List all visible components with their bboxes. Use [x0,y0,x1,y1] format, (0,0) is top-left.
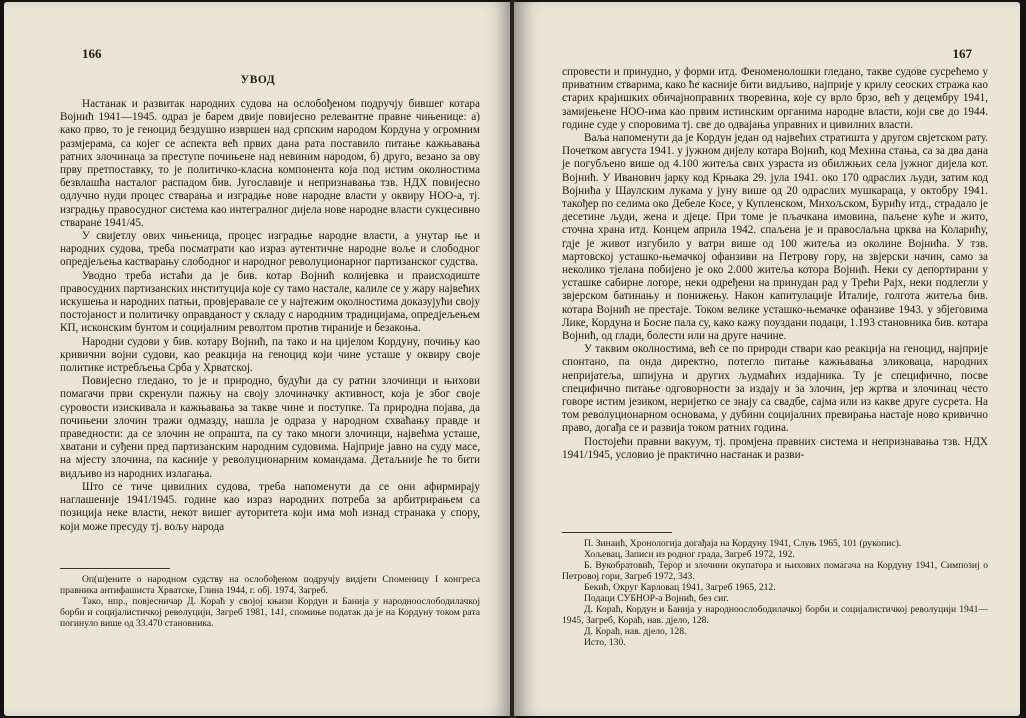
footnote-divider [60,568,170,569]
paragraph: спровести и принудно, у форми итд. Феноменолошки гледано, такве судове сусрећемо у приватним стварима, како ће касније бити видљиво, најприје у крилу сеоских стража као старих крајишких обичајноправних творевина, које су врло брзо, већ у децембру 1941, замијењене НОО-има као првим истинским органима народне власти, који све до 1944. године суде у споровима тј. све до одвајања управних и цивилних власти. [562,66,988,131]
footnote: Подаци СУБНОР-а Војнић, без сиг. [584,593,729,604]
body-text [562,66,988,462]
chapter-heading: УВОД [240,74,276,86]
footnote-divider [562,532,672,533]
body-text [60,98,480,534]
footnote: П. Зинаић, Хронологија догађаја на Кордуну 1941, Слуњ 1965, 101 (рукопис). [584,538,902,549]
paragraph: Народни судови у бив. котару Војнић, па тако и на цијелом Кордуну, почињу као кривични војни судови, као реакција на геноцид који чине усташе у оквиру своје политике истребљења Срба у Хрватској. [60,335,480,375]
paragraph: Уводно треба истаћи да је бив. котар Војнић колијевка и праисходиште правосудних партизанских институција које су тамо настале, калиле се у жару највећих искушења и народних патњи, провјеравале се у најтежим околностима доказујући своју постојаност и политичку оправданост у складу с народним традицијама, опредјељењем КП, исконским бунтом и социјалним револтом против тираније и безакоња. [60,269,480,335]
footnote: Исто, 130. [584,637,626,648]
footnote: Бекић, Округ Карловац 1941, Загреб 1965, 212. [584,582,776,593]
page-number: 167 [952,46,972,61]
footnote: Д. Кораћ, нав. дјело, 128. [584,626,687,637]
paragraph: Постојећи правни вакуум, тј. промјена правних система и непризнавања тзв. НДХ 1941/1945, условио је практично настанак и разви- [562,435,988,461]
right-page [514,2,1020,716]
paragraph: Ваља напоменути да је Кордун један од највећих стратишта у другом свјетском рату. Почетком августа 1941. у јужном дијелу котара Војнић, код Мехина стања, са за два дана је погубљено више од 4.100 житеља свих узраста из обилжњих села јужног дијела кот. Војнић. У Иванович јарку код Крњака 29. јула 1941. око 170 одраслих људи, затим код Војнића у Шаулским лукама у јуну више од 20 одраслих мушкараца, у октобру 1941. такођер по селима око Дебеле Косе, у Купленском, Михољском, Бурићу итд., страдало је десетине људи, жена и дјеце. При томе је пљачкана имовина, паљене куће и жито, сточна храна итд. Концем априла 1942. спаљена је и правослаљна црква на Коларићу, гдје је живот изгубило у ватри више од 100 житеља из околине Војнића. У тзв. мартовској усташко-њемачкој офанзиви на Петрову гору, на звјерски начин, само за неколико тјелана побијено је око 2.000 житеља котора Војнић. Неки су депортирани у усташке сабирне логоре, неки одређени на принудан рад у Трећи Рајх, неки подлегли у звјерском батинању и понижењу. Након капитулације Италије, голгота житеља бив. котара Војнић не престаје. Током велике усташко-њемачке офанзиве 1943. у збјеговима Лике, Кордуна и Босне пала су, како кажу поуздани подаци, 1.193 становника бив. котара Војнић, од глади, болести или на друге начине. [562,132,988,343]
paragraph: Што се тиче цивилних судова, треба напоменути да се они афирмирају наглашеније 1941/1945. године као израз народних потреба за арбитрирањем са позиција неке власти, некот вишег ауторитета који има моћ изнад странака у спору, који може пресуду тј. вољу народа [60,480,480,533]
paragraph: Повијесно гледано, то је и природно, будући да су ратни злочинци и њихови помагачи први скренули пажњу на своју злочиначку активност, која је због своје суровости изискивала и кажњавања за такве чине и поступке. Та природна појава, да почињени злочин тражи одмазду, нашла је одраза у народном схваћању правде и праведности: да се злочин не опрашта, па су тако многи злочинци, највећма усташе, хватани и суђени пред партизанским народним судовима. Најприје јавно на суду масе, на мјесту злочина, па касније у револуционарним командама. Детаљније ће то бити видљиво из народних излагања. [60,375,480,480]
page-number: 166 [82,46,102,61]
footnote: Тако, нпр., повјесничар Д. Кораћ у својој књизи Кордун и Банија у народноослободилачкој борби и социјалистичкој револуцији, Загреб 1981, 141, спомиње податак да је на Кордуну током рата погинуло више од 33.470 становника. [60,596,480,629]
footnote: Д. Кораћ, Кордун и Банија у народноослободилачкој борби и социјалистичкој револуцији 1941—1945, Загреб, Кораћ, нав. дјело, 128. [562,604,988,626]
footnote: Оп(ш)ените о народном судству на ослобођеном подручју видјети Споменицу I конгреса правника антифашиста Хрватске, Глина 1944, г. обј. 1974, Загреб. [60,574,480,596]
footnote: Хољевац, Записи из родног града, Загреб 1972, 192. [584,549,795,560]
footnotes [60,574,480,629]
left-page [4,2,512,716]
paragraph: У таквим околностима, већ се по природи ствари као реакција на геноцид, најприје спонтано, па онда директно, потегло питање кажњавања зликоваца, народних непријатеља, шпијуна и других људмаћих издајника. Ту је специфично, посве специфично питање одговорности за издају и за злочин, јер жртва и злочинац често говоре истим језиком, неријетко се знају са свадбе, сајма или из какве друге сусрета. На том револуционарном основама, у дубини социјалних превирања настаје ново кривично право, догађа се и развија током ратних година. [562,343,988,435]
footnote: Б. Вукобратовић, Терор и злочини окупатора и њихових помагача на Кордуну 1941, Симпозиј о Петровој гори, Загреб 1972, 343. [562,560,988,582]
paragraph: У свијетлу ових чињеница, процес изградње народне власти, а унутар ње и народних судова, треба посматрати као израз аутентичне народне воље и слободног опредјељења кастварању слободног и народног револуционарног партизанског судства. [60,230,480,269]
paragraph: Настанак и развитак народних судова на ослобођеном подручју бившег котара Војнић 1941—1945. одраз је барем двије повијесно релевантне правне чињенице: а) како прво, то је геноцид бездушно извршен над српским народом Кордуна у огромним размјерама, са којег се аспекта већ првих дана рата поставило питање кажњавања ратних злочинаца за преступе почињене над невиним народом, б) друго, везано за ову прву претпоставку, то је политичко-класна компонента која под истим околностима безвлашћа насталог распадом бив. Југославије и непризнавања тзв. НДХ повијесно одлучно нуди процес стварања и изградње нове народне власти у оквиру НОО-а, тј. изградњу правосудног система као интегралног дијела нове народне власти сукцесивно стваране 1941/45. [60,98,480,229]
footnotes [562,538,988,648]
